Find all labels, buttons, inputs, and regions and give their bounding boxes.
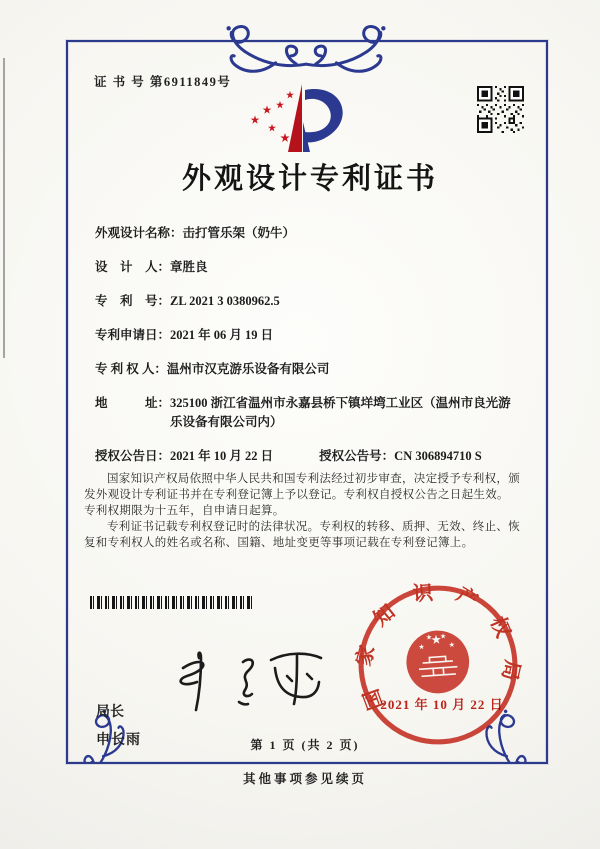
field-label: 专 利 号：	[95, 294, 171, 308]
field-value: 2021 年 10 月 22 日	[170, 449, 274, 463]
field-patent-number	[95, 292, 519, 311]
official-seal-icon	[346, 573, 530, 757]
field-design-name	[95, 224, 519, 243]
field-value: 325100 浙江省温州市永嘉县桥下镇垟塆工业区（温州市良光游乐设备有限公司内）	[170, 396, 511, 429]
field-label: 专 利 权 人：	[95, 362, 167, 376]
field-value: ZL 2021 3 0380962.5	[170, 294, 280, 308]
seal-text: 国家知识产权局	[352, 581, 524, 713]
signer-name: 申长雨	[96, 733, 141, 748]
field-label: 授权公告日：	[95, 449, 171, 463]
page-indicator: 第 1 页 (共 2 页)	[250, 738, 360, 752]
seal-date-stamp: 2021 年 10 月 22 日	[380, 697, 504, 712]
certificate-fields	[95, 224, 519, 466]
border-ornament-top-icon	[219, 20, 393, 78]
field-grant-number	[319, 447, 482, 466]
field-value: CN 306894710 S	[394, 449, 482, 463]
field-value: 温州市汉克游乐设备有限公司	[166, 362, 330, 376]
footer-note: 其他事项参见续页	[242, 772, 367, 786]
field-label: 外观设计名称：	[95, 226, 183, 240]
field-address	[95, 394, 519, 432]
field-value: 2021 年 06 月 19 日	[170, 328, 274, 342]
legal-text	[84, 471, 520, 551]
field-filing-date	[95, 326, 519, 345]
patent-office-logo-icon	[243, 76, 363, 158]
barcode-icon	[90, 596, 254, 609]
legal-paragraph-1: 国家知识产权局依照中华人民共和国专利法经过初步审查，决定授予专利权，颁发外观设计专利证书并在专利登记簿上予以登记。专利权自授权公告之日起生效。专利权期限为十五年，自申请日起算。	[84, 473, 520, 517]
qr-code-icon	[477, 86, 524, 133]
field-designer	[95, 258, 519, 277]
field-grant-date	[95, 447, 273, 466]
commissioner-signature	[168, 634, 340, 718]
field-label: 专利申请日：	[95, 328, 171, 342]
field-grant-row	[95, 447, 519, 466]
certificate-number: 证 书 号 第6911849号	[94, 75, 232, 89]
signer-title: 局长	[96, 705, 124, 720]
field-value: 章胜良	[170, 260, 208, 274]
field-patentee	[95, 360, 519, 379]
field-value: 击打管乐架（奶牛）	[182, 226, 296, 240]
field-label: 设 计 人：	[95, 260, 171, 274]
certificate-title: 外观设计专利证书	[181, 163, 438, 195]
legal-paragraph-2: 专利证书记载专利权登记时的法律状况。专利权的转移、质押、无效、终止、恢复和专利权人的姓名或名称、国籍、地址变更等事项记载在专利登记簿上。	[84, 521, 520, 549]
scan-edge-artifact	[3, 58, 5, 358]
field-label: 地 址：	[95, 396, 171, 410]
field-label: 授权公告号：	[319, 449, 395, 463]
